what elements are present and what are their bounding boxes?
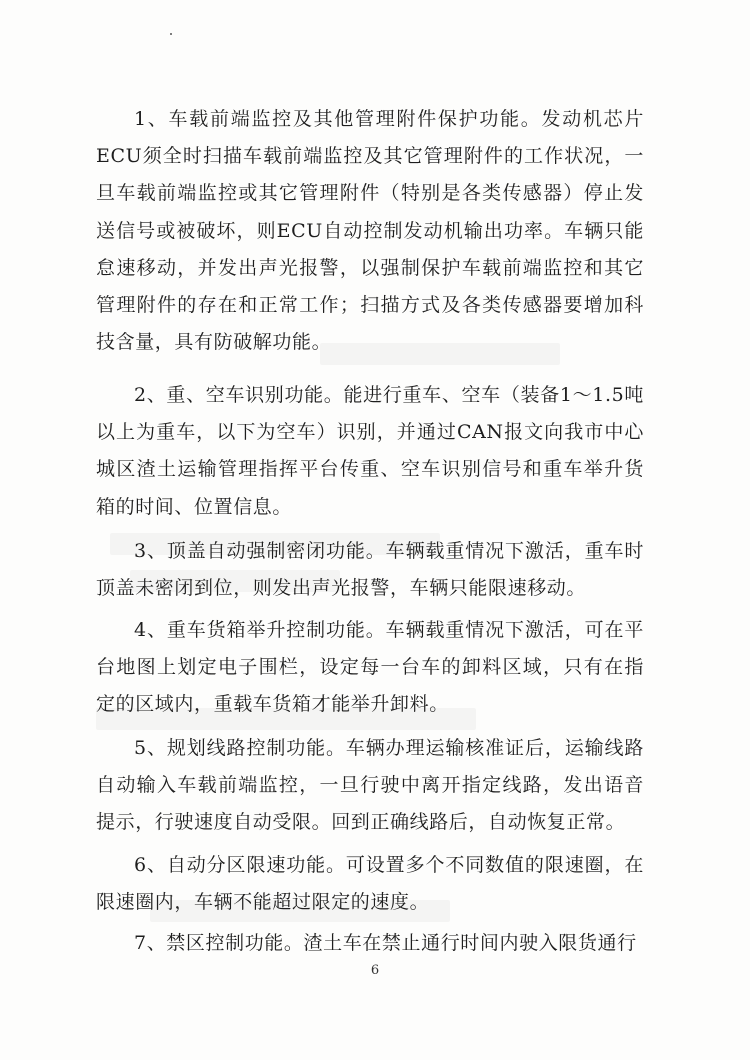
paragraph-2: 2、重、空车识别功能。能进行重车、空车（装备1～1.5吨以上为重车，以下为空车）识别，并通过CAN报文向我市中心城区渣土运输管理指挥平台传重、空车识别信号和重车举升货箱的时间、位置信息。 (96, 384, 644, 518)
paragraph-4: 4、重车货箱举升控制功能。车辆载重情况下激活，可在平台地图上划定电子围栏，设定每一台车的卸料区域，只有在指定的区域内，重载车货箱才能举升卸料。 (96, 619, 644, 716)
paragraph-5: 5、规划线路控制功能。车辆办理运输核准证后，运输线路自动输入车载前端监控，一旦行驶中离开指定线路，发出语音提示，行驶速度自动受限。回到正确线路后，自动恢复正常。 (96, 737, 644, 834)
paragraph-6: 6、自动分区限速功能。可设置多个不同数值的限速圈，在限速圈内，车辆不能超过限定的速度。 (96, 854, 644, 914)
scan-speck (170, 33, 172, 35)
paragraph-7: 7、禁区控制功能。渣土车在禁止通行时间内驶入限货通行 (134, 932, 637, 954)
page-number: 6 (370, 963, 380, 978)
paragraph-1: 1、车载前端监控及其他管理附件保护功能。发动机芯片ECU须全时扫描车载前端监控及其它管理附件的工作状况，一旦车载前端监控或其它管理附件（特别是各类传感器）停止发送信号或被破坏，则ECU自动控制发动机输出功率。车辆只能怠速移动，并发出声光报警，以强制保护车载前端监控和其它管理附件的存在和正常工作；扫描方式及各类传感器要增加科技含量，具有防破解功能。 (96, 108, 644, 354)
paragraph-3: 3、顶盖自动强制密闭功能。车辆载重情况下激活，重车时顶盖未密闭到位，则发出声光报警，车辆只能限速移动。 (96, 540, 644, 600)
